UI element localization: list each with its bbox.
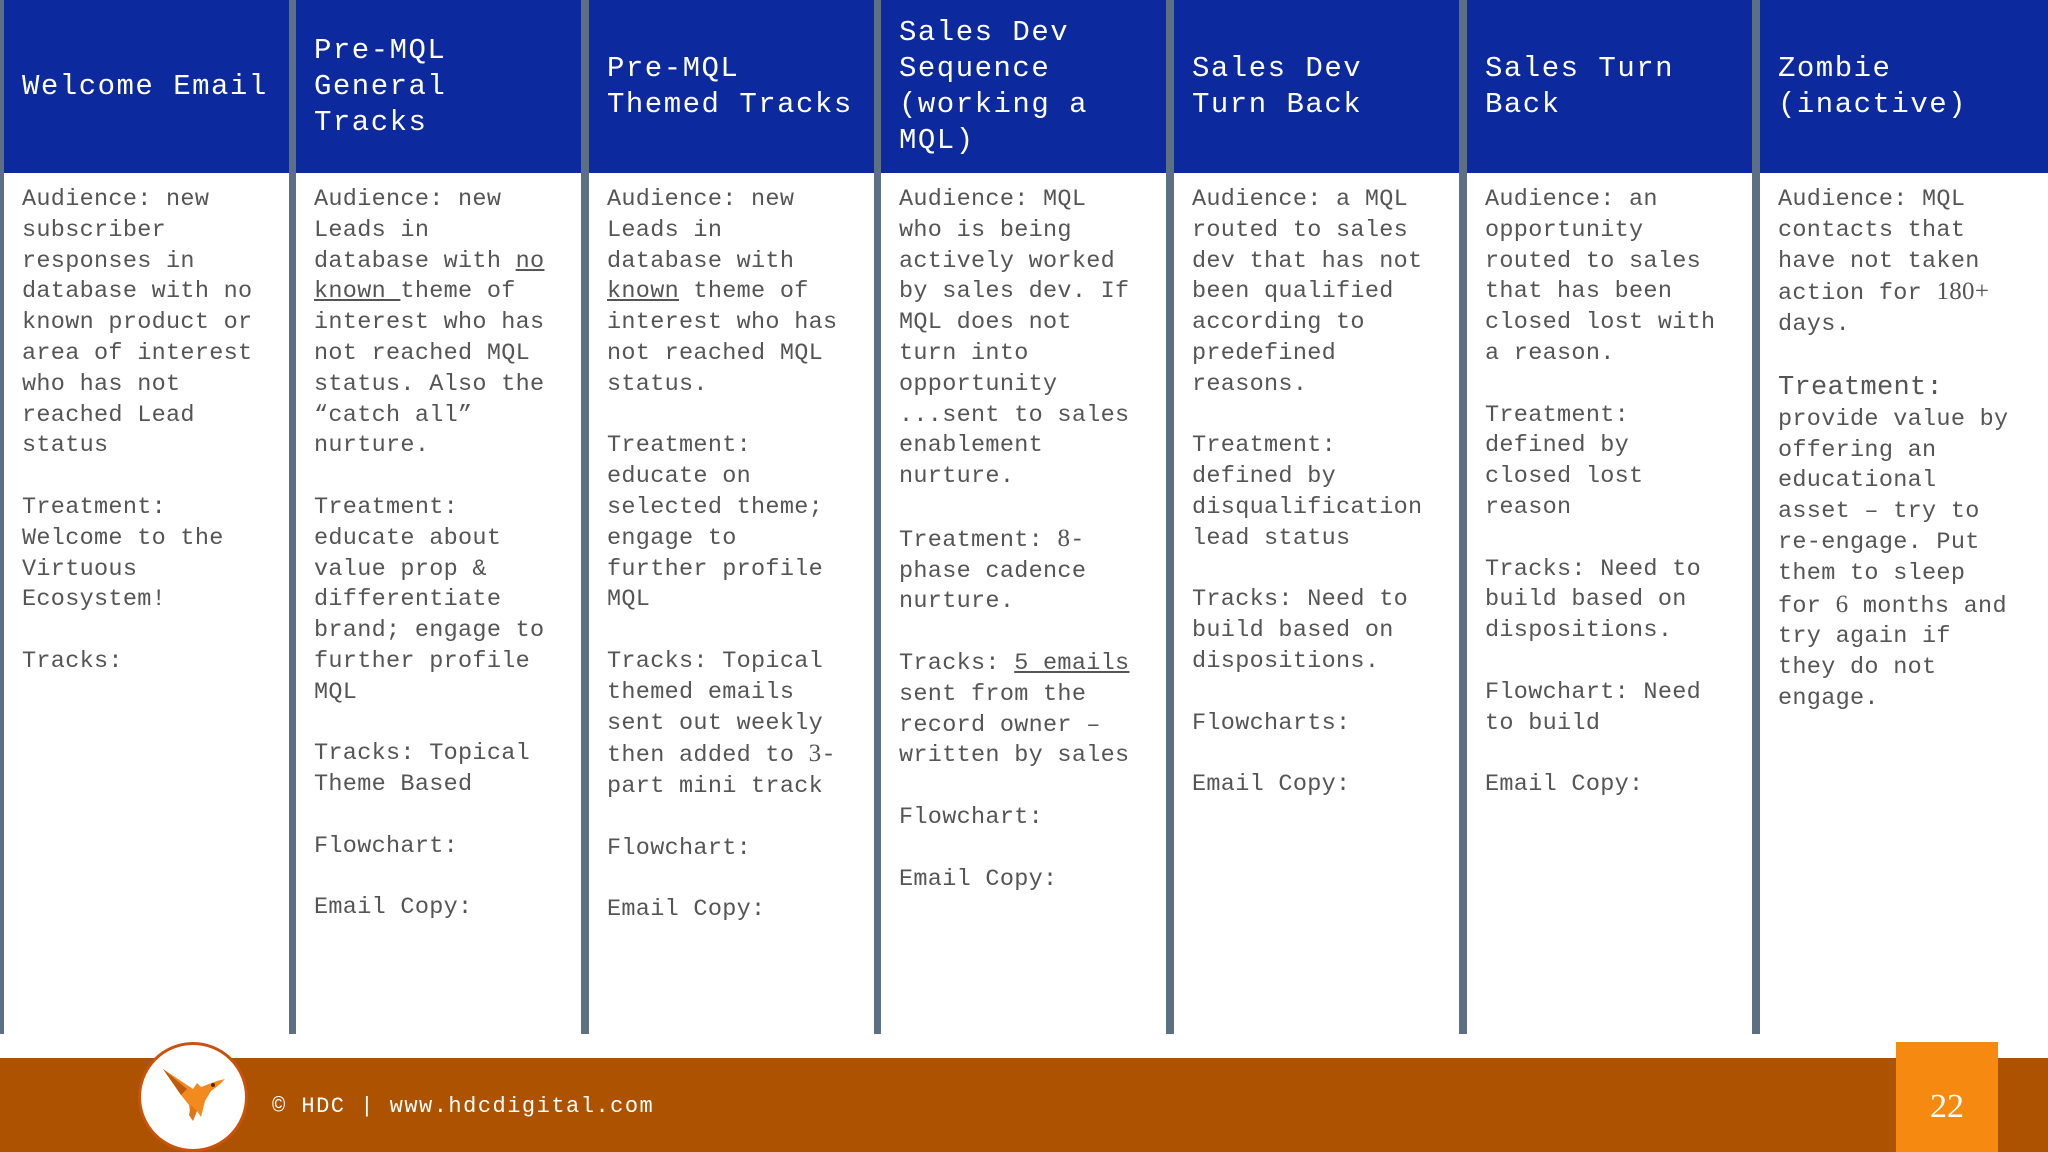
tracks-text-part: Tracks: Topical themed emails sent out weekly then added to [607, 647, 824, 770]
column-header [881, 0, 1166, 173]
column-header [589, 0, 874, 173]
treatment-text: Treatment: defined by closed lost reason [1485, 401, 1644, 521]
tracks-text: Tracks: [22, 647, 123, 675]
flowchart-text: Flowchart: [899, 803, 1044, 831]
audience-number: 180+ [1936, 278, 1990, 306]
email-copy-text: Email Copy: [1485, 771, 1644, 799]
column-pre-mql-general-tracks [296, 0, 581, 1034]
column-title: Pre-MQL General Tracks [314, 33, 447, 139]
column-body [1174, 178, 1459, 1034]
tracks-underlined-emails: 5 emails [1014, 649, 1130, 677]
tracks-number: 3 [808, 740, 822, 768]
column-title: Sales Turn Back [1485, 51, 1675, 121]
audience-text-part: Audience: new Leads in database with [607, 186, 795, 275]
audience-underlined-known: known [314, 278, 401, 306]
audience-text-part: days. [1778, 311, 1851, 339]
treatment-text: Treatment: defined by disqualification lead status [1192, 432, 1423, 552]
treatment-text-part: Treatment: [899, 526, 1058, 554]
flowchart-text: Flowcharts: [1192, 709, 1351, 737]
treatment-text: Treatment: educate on selected theme; engage to further profile MQL [607, 432, 824, 614]
audience-text-part: theme of interest who has not reached MQL status. [607, 278, 838, 398]
column-header [1174, 0, 1459, 173]
treatment-text [1778, 364, 2038, 715]
column-title: Zombie (inactive) [1778, 51, 1968, 121]
audience-text [314, 185, 571, 462]
treatment-text-part: months and try again if they do not engage. [1778, 592, 2007, 712]
column-title: Pre-MQL Themed Tracks [607, 51, 853, 121]
flowchart-text: Flowchart: Need to build [1485, 678, 1702, 737]
treatment-text-part: - phase cadence nurture. [899, 526, 1087, 616]
audience-text-part: Audience: new Leads in database with [314, 186, 502, 275]
tracks-text-part: Tracks: [899, 649, 1015, 677]
treatment-heading: Treatment: [1778, 372, 1944, 403]
column-sales-dev-turn-back [1174, 0, 1459, 1034]
audience-text: Audience: an opportunity routed to sales that has been closed lost with a reason. [1485, 186, 1716, 367]
column-body [1467, 178, 1752, 1034]
column-body [4, 178, 289, 1034]
column-welcome-email [4, 0, 289, 1034]
column-title: Welcome Email [22, 69, 268, 103]
audience-text [1778, 185, 2038, 341]
slide-footer [0, 1034, 2048, 1152]
column-zombie-inactive [1760, 0, 2048, 1034]
audience-text: Audience: a MQL routed to sales dev that has not been qualified according to predefined reasons. [1192, 186, 1423, 398]
treatment-text: Treatment: educate about value prop & differentiate brand; engage to further profile MQL [314, 493, 545, 706]
tracks-text: Tracks: Need to build based on dispositions. [1485, 555, 1702, 645]
flowchart-text: Flowchart: [607, 834, 752, 862]
column-body [881, 178, 1166, 1034]
column-title: Sales Dev Turn Back [1192, 51, 1363, 121]
audience-text-part: theme of interest who has not reached MQL status. Also the “catch all” nurture. [314, 278, 545, 460]
column-sales-turn-back [1467, 0, 1752, 1034]
audience-text: Audience: MQL who is being actively worked by sales dev. If MQL does not turn into opportunity ...sent to sales enablement nurture. [899, 186, 1130, 491]
column-header [1760, 0, 2048, 173]
column-header [296, 0, 581, 173]
email-copy-text: Email Copy: [314, 894, 473, 922]
audience-text [607, 185, 864, 401]
copyright-text: © HDC | www.hdcdigital.com [272, 1094, 655, 1119]
email-copy-text: Email Copy: [899, 865, 1058, 893]
treatment-text: Treatment: Welcome to the Virtuous Ecosystem! [22, 493, 224, 614]
email-copy-text: Email Copy: [1192, 771, 1351, 799]
treatment-number: 8 [1057, 524, 1071, 552]
column-header [4, 0, 289, 173]
tracks-text [899, 649, 1156, 772]
audience-text-part: Audience: MQL contacts that have not taken action for [1778, 186, 1980, 308]
email-copy-text: Email Copy: [607, 896, 766, 924]
column-title: Sales Dev Sequence (working a MQL) [899, 15, 1089, 157]
audience-underlined-known: known [607, 278, 680, 306]
audience-underlined-no: no [515, 247, 545, 275]
tracks-text: Tracks: Need to build based on dispositions. [1192, 586, 1409, 675]
page-number: 22 [1896, 1042, 1998, 1152]
flowchart-text: Flowchart: [314, 832, 459, 860]
tracks-text: Tracks: Topical Theme Based [314, 740, 531, 799]
treatment-number: 6 [1835, 590, 1849, 618]
column-body [1760, 178, 2048, 1034]
tracks-text-part: sent from the record owner – written by sales [899, 680, 1130, 770]
hummingbird-logo-icon [138, 1042, 248, 1152]
treatment-text [899, 524, 1156, 618]
column-body [296, 178, 581, 1034]
tracks-text [607, 647, 864, 803]
column-body [589, 178, 874, 1034]
footer-divider [0, 1034, 2048, 1058]
tracks-text-part: - part mini track [607, 742, 836, 801]
treatment-text-part: provide value by offering an educational asset – try to re-engage. Put them to sleep for [1778, 405, 2009, 620]
column-pre-mql-themed-tracks [589, 0, 874, 1034]
audience-text: Audience: new subscriber responses in database with no known product or area of interest who has not reached Lead status [22, 186, 253, 460]
column-sales-dev-sequence [881, 0, 1166, 1034]
column-header [1467, 0, 1752, 173]
